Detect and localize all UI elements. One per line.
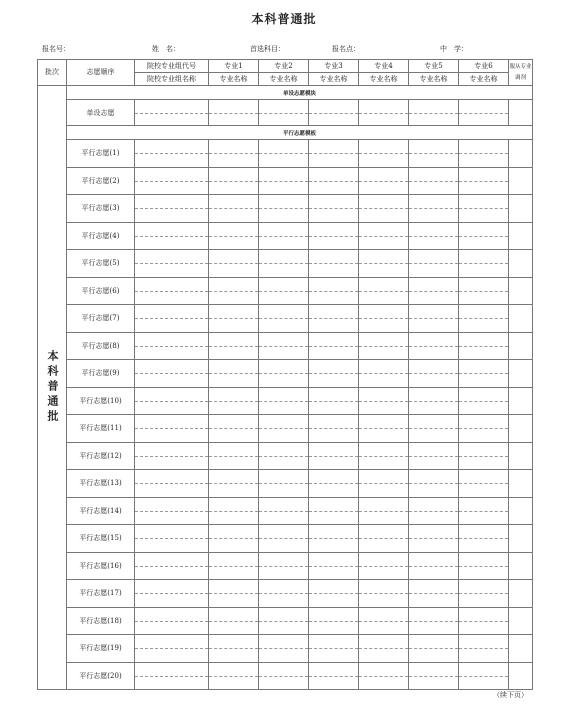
- info-school: 中 学：: [440, 45, 468, 53]
- info-enrollment-number: 报名号：: [42, 45, 70, 53]
- continued-note: （续下页）: [493, 691, 528, 699]
- major-name-cell[interactable]: [359, 662, 409, 690]
- parallel-choice-label: 平行志愿(10): [67, 387, 135, 415]
- major-name-cell[interactable]: [409, 305, 459, 333]
- single-adjust-cell[interactable]: [509, 100, 533, 126]
- parallel-choice-row: [38, 442, 533, 470]
- major-name-cell[interactable]: [259, 607, 309, 635]
- major-name-cell[interactable]: [459, 222, 509, 250]
- major-name-cell[interactable]: [409, 470, 459, 498]
- major-name-cell[interactable]: [209, 222, 259, 250]
- parallel-choice-label: 平行志愿(5): [67, 250, 135, 278]
- parallel-choice-row: [38, 277, 533, 305]
- section-parallel-row: [38, 126, 533, 140]
- major-name-cell[interactable]: [359, 360, 409, 388]
- adjust-cell[interactable]: [509, 607, 533, 635]
- parallel-choice-row: [38, 662, 533, 690]
- header-major-3: 专业3: [309, 60, 359, 73]
- major-name-cell[interactable]: [409, 250, 459, 278]
- adjust-cell[interactable]: [509, 387, 533, 415]
- section-single-title: 单设志愿模块: [67, 86, 533, 100]
- major-name-cell[interactable]: [309, 607, 359, 635]
- adjust-cell[interactable]: [509, 552, 533, 580]
- adjust-cell[interactable]: [509, 470, 533, 498]
- parallel-choice-label: 平行志愿(13): [67, 470, 135, 498]
- header-major-5: 专业5: [409, 60, 459, 73]
- major-name-cell[interactable]: [409, 360, 459, 388]
- major-name-cell[interactable]: [409, 525, 459, 553]
- group-code-cell[interactable]: [135, 580, 209, 608]
- adjust-cell[interactable]: [509, 415, 533, 443]
- parallel-choice-label: 平行志愿(18): [67, 607, 135, 635]
- major-name-cell[interactable]: [209, 277, 259, 305]
- single-choice-label: 单设志愿: [67, 100, 135, 126]
- single-code-cell[interactable]: [135, 100, 209, 126]
- major-name-cell[interactable]: [459, 607, 509, 635]
- major-name-cell[interactable]: [409, 635, 459, 663]
- parallel-choice-row: [38, 552, 533, 580]
- parallel-choice-label: 平行志愿(4): [67, 222, 135, 250]
- group-code-cell[interactable]: [135, 552, 209, 580]
- major-name-cell[interactable]: [209, 607, 259, 635]
- parallel-choice-row: [38, 607, 533, 635]
- major-name-cell[interactable]: [459, 525, 509, 553]
- adjust-cell[interactable]: [509, 250, 533, 278]
- major-name-cell[interactable]: [309, 332, 359, 360]
- group-code-cell[interactable]: [135, 387, 209, 415]
- major-name-cell[interactable]: [359, 195, 409, 223]
- major-name-cell[interactable]: [459, 250, 509, 278]
- major-name-cell[interactable]: [309, 470, 359, 498]
- adjust-cell[interactable]: [509, 497, 533, 525]
- major-name-cell[interactable]: [459, 360, 509, 388]
- adjust-cell[interactable]: [509, 167, 533, 195]
- major-name-cell[interactable]: [259, 552, 309, 580]
- major-name-cell[interactable]: [459, 387, 509, 415]
- adjust-cell[interactable]: [509, 277, 533, 305]
- major-name-cell[interactable]: [259, 442, 309, 470]
- major-name-cell[interactable]: [259, 222, 309, 250]
- parallel-choice-row: [38, 332, 533, 360]
- parallel-choice-row: [38, 415, 533, 443]
- info-name: 姓 名：: [152, 45, 180, 53]
- section-parallel-title: 平行志愿模板: [67, 126, 533, 140]
- parallel-choice-label: 平行志愿(3): [67, 195, 135, 223]
- major-name-cell[interactable]: [359, 250, 409, 278]
- major-name-cell[interactable]: [359, 167, 409, 195]
- adjust-cell[interactable]: [509, 442, 533, 470]
- group-code-cell[interactable]: [135, 332, 209, 360]
- major-name-cell[interactable]: [259, 140, 309, 168]
- parallel-choice-row: [38, 305, 533, 333]
- parallel-choice-label: 平行志愿(6): [67, 277, 135, 305]
- single-major-cell-6[interactable]: [459, 100, 509, 126]
- major-name-cell[interactable]: [459, 442, 509, 470]
- major-name-cell[interactable]: [359, 470, 409, 498]
- group-code-cell[interactable]: [135, 442, 209, 470]
- major-name-cell[interactable]: [209, 195, 259, 223]
- major-name-cell[interactable]: [409, 662, 459, 690]
- major-name-cell[interactable]: [459, 552, 509, 580]
- major-name-cell[interactable]: [359, 222, 409, 250]
- group-code-cell[interactable]: [135, 360, 209, 388]
- major-name-cell[interactable]: [459, 140, 509, 168]
- header-major-name-3: 专业名称: [309, 73, 359, 86]
- major-name-cell[interactable]: [409, 497, 459, 525]
- header-row-top: [38, 60, 533, 73]
- parallel-choice-row: [38, 580, 533, 608]
- major-name-cell[interactable]: [359, 387, 409, 415]
- major-name-cell[interactable]: [459, 470, 509, 498]
- major-name-cell[interactable]: [259, 580, 309, 608]
- parallel-choice-row: [38, 360, 533, 388]
- major-name-cell[interactable]: [309, 167, 359, 195]
- parallel-choice-row: [38, 250, 533, 278]
- major-name-cell[interactable]: [309, 635, 359, 663]
- parallel-choice-row: [38, 167, 533, 195]
- header-adjust: 服从专业调剂: [509, 60, 533, 86]
- major-name-cell[interactable]: [259, 497, 309, 525]
- major-name-cell[interactable]: [309, 222, 359, 250]
- header-major-name-6: 专业名称: [459, 73, 509, 86]
- major-name-cell[interactable]: [409, 552, 459, 580]
- major-name-cell[interactable]: [209, 497, 259, 525]
- major-name-cell[interactable]: [209, 525, 259, 553]
- major-name-cell[interactable]: [459, 167, 509, 195]
- group-code-cell[interactable]: [135, 140, 209, 168]
- major-name-cell[interactable]: [259, 635, 309, 663]
- major-name-cell[interactable]: [359, 415, 409, 443]
- major-name-cell[interactable]: [409, 167, 459, 195]
- parallel-choice-row: [38, 470, 533, 498]
- parallel-choice-row: [38, 525, 533, 553]
- single-major-cell-3[interactable]: [309, 100, 359, 126]
- group-code-cell[interactable]: [135, 222, 209, 250]
- group-code-cell[interactable]: [135, 607, 209, 635]
- single-choice-row: [38, 100, 533, 126]
- parallel-choice-label: 平行志愿(9): [67, 360, 135, 388]
- major-name-cell[interactable]: [409, 222, 459, 250]
- major-name-cell[interactable]: [359, 635, 409, 663]
- major-name-cell[interactable]: [209, 662, 259, 690]
- major-name-cell[interactable]: [409, 607, 459, 635]
- info-first-subject: 首选科目：: [250, 45, 285, 53]
- group-code-cell[interactable]: [135, 305, 209, 333]
- major-name-cell[interactable]: [309, 140, 359, 168]
- single-major-cell-4[interactable]: [359, 100, 409, 126]
- adjust-cell[interactable]: [509, 332, 533, 360]
- major-name-cell[interactable]: [459, 332, 509, 360]
- major-name-cell[interactable]: [209, 580, 259, 608]
- header-major-2: 专业2: [259, 60, 309, 73]
- major-name-cell[interactable]: [209, 305, 259, 333]
- major-name-cell[interactable]: [209, 387, 259, 415]
- parallel-choice-label: 平行志愿(11): [67, 415, 135, 443]
- major-name-cell[interactable]: [309, 277, 359, 305]
- header-major-name-5: 专业名称: [409, 73, 459, 86]
- group-code-cell[interactable]: [135, 525, 209, 553]
- major-name-cell[interactable]: [259, 195, 309, 223]
- group-code-cell[interactable]: [135, 662, 209, 690]
- adjust-cell[interactable]: [509, 195, 533, 223]
- group-code-cell[interactable]: [135, 415, 209, 443]
- header-major-4: 专业4: [359, 60, 409, 73]
- application-form-table: [37, 59, 533, 690]
- adjust-cell[interactable]: [509, 580, 533, 608]
- major-name-cell[interactable]: [309, 525, 359, 553]
- major-name-cell[interactable]: [359, 607, 409, 635]
- major-name-cell[interactable]: [309, 662, 359, 690]
- major-name-cell[interactable]: [259, 305, 309, 333]
- major-name-cell[interactable]: [409, 140, 459, 168]
- major-name-cell[interactable]: [209, 470, 259, 498]
- major-name-cell[interactable]: [409, 442, 459, 470]
- parallel-choice-label: 平行志愿(19): [67, 635, 135, 663]
- parallel-choice-label: 平行志愿(7): [67, 305, 135, 333]
- major-name-cell[interactable]: [409, 277, 459, 305]
- major-name-cell[interactable]: [209, 332, 259, 360]
- section-single-row: [38, 86, 533, 100]
- major-name-cell[interactable]: [209, 250, 259, 278]
- major-name-cell[interactable]: [359, 442, 409, 470]
- major-name-cell[interactable]: [309, 360, 359, 388]
- major-name-cell[interactable]: [359, 580, 409, 608]
- major-name-cell[interactable]: [209, 442, 259, 470]
- parallel-choice-label: 平行志愿(20): [67, 662, 135, 690]
- major-name-cell[interactable]: [359, 525, 409, 553]
- major-name-cell[interactable]: [259, 167, 309, 195]
- header-batch: 批次: [38, 60, 67, 86]
- info-registration-site: 报名点：: [332, 45, 360, 53]
- adjust-cell[interactable]: [509, 662, 533, 690]
- single-major-cell-5[interactable]: [409, 100, 459, 126]
- major-name-cell[interactable]: [459, 195, 509, 223]
- major-name-cell[interactable]: [259, 332, 309, 360]
- single-major-cell-2[interactable]: [259, 100, 309, 126]
- major-name-cell[interactable]: [359, 552, 409, 580]
- major-name-cell[interactable]: [309, 250, 359, 278]
- parallel-choice-label: 平行志愿(8): [67, 332, 135, 360]
- group-code-cell[interactable]: [135, 635, 209, 663]
- parallel-choice-row: [38, 497, 533, 525]
- group-code-cell[interactable]: [135, 277, 209, 305]
- major-name-cell[interactable]: [259, 360, 309, 388]
- major-name-cell[interactable]: [209, 552, 259, 580]
- header-major-6: 专业6: [459, 60, 509, 73]
- major-name-cell[interactable]: [409, 332, 459, 360]
- major-name-cell[interactable]: [359, 140, 409, 168]
- major-name-cell[interactable]: [309, 195, 359, 223]
- major-name-cell[interactable]: [309, 387, 359, 415]
- major-name-cell[interactable]: [459, 635, 509, 663]
- header-code-bottom: 院校专业组名称: [135, 73, 209, 86]
- major-name-cell[interactable]: [209, 167, 259, 195]
- major-name-cell[interactable]: [259, 525, 309, 553]
- parallel-choice-row: [38, 195, 533, 223]
- parallel-choice-label: 平行志愿(15): [67, 525, 135, 553]
- major-name-cell[interactable]: [309, 497, 359, 525]
- parallel-choice-row: [38, 387, 533, 415]
- adjust-cell[interactable]: [509, 635, 533, 663]
- header-major-name-4: 专业名称: [359, 73, 409, 86]
- parallel-choice-label: 平行志愿(14): [67, 497, 135, 525]
- adjust-cell[interactable]: [509, 305, 533, 333]
- header-major-name-2: 专业名称: [259, 73, 309, 86]
- major-name-cell[interactable]: [459, 277, 509, 305]
- major-name-cell[interactable]: [259, 662, 309, 690]
- parallel-choice-label: 平行志愿(17): [67, 580, 135, 608]
- major-name-cell[interactable]: [259, 250, 309, 278]
- header-major-name-1: 专业名称: [209, 73, 259, 86]
- major-name-cell[interactable]: [209, 415, 259, 443]
- major-name-cell[interactable]: [459, 305, 509, 333]
- major-name-cell[interactable]: [359, 332, 409, 360]
- header-order: 志愿顺序: [67, 60, 135, 86]
- group-code-cell[interactable]: [135, 497, 209, 525]
- major-name-cell[interactable]: [259, 277, 309, 305]
- major-name-cell[interactable]: [309, 580, 359, 608]
- adjust-cell[interactable]: [509, 360, 533, 388]
- major-name-cell[interactable]: [409, 387, 459, 415]
- single-major-cell-1[interactable]: [209, 100, 259, 126]
- parallel-choice-row: [38, 635, 533, 663]
- major-name-cell[interactable]: [359, 497, 409, 525]
- major-name-cell[interactable]: [209, 140, 259, 168]
- major-name-cell[interactable]: [259, 415, 309, 443]
- parallel-choice-row: [38, 140, 533, 168]
- major-name-cell[interactable]: [209, 360, 259, 388]
- major-name-cell[interactable]: [459, 415, 509, 443]
- parallel-choice-row: [38, 222, 533, 250]
- major-name-cell[interactable]: [309, 442, 359, 470]
- group-code-cell[interactable]: [135, 470, 209, 498]
- major-name-cell[interactable]: [359, 277, 409, 305]
- group-code-cell[interactable]: [135, 250, 209, 278]
- header-code-top: 院校专业组代号: [135, 60, 209, 73]
- major-name-cell[interactable]: [409, 415, 459, 443]
- page-title: 本科普通批: [251, 12, 317, 26]
- batch-cell: [38, 86, 67, 690]
- batch-label: 本科普通批: [46, 350, 59, 425]
- major-name-cell[interactable]: [459, 662, 509, 690]
- major-name-cell[interactable]: [409, 580, 459, 608]
- major-name-cell[interactable]: [309, 415, 359, 443]
- major-name-cell[interactable]: [309, 305, 359, 333]
- header-major-1: 专业1: [209, 60, 259, 73]
- major-name-cell[interactable]: [359, 305, 409, 333]
- parallel-choice-label: 平行志愿(12): [67, 442, 135, 470]
- group-code-cell[interactable]: [135, 195, 209, 223]
- major-name-cell[interactable]: [209, 635, 259, 663]
- parallel-choice-label: 平行志愿(1): [67, 140, 135, 168]
- major-name-cell[interactable]: [259, 470, 309, 498]
- parallel-choice-label: 平行志愿(2): [67, 167, 135, 195]
- major-name-cell[interactable]: [309, 552, 359, 580]
- group-code-cell[interactable]: [135, 167, 209, 195]
- major-name-cell[interactable]: [259, 387, 309, 415]
- parallel-choice-label: 平行志愿(16): [67, 552, 135, 580]
- major-name-cell[interactable]: [459, 497, 509, 525]
- major-name-cell[interactable]: [409, 195, 459, 223]
- adjust-cell[interactable]: [509, 222, 533, 250]
- adjust-cell[interactable]: [509, 525, 533, 553]
- adjust-cell[interactable]: [509, 140, 533, 168]
- major-name-cell[interactable]: [459, 580, 509, 608]
